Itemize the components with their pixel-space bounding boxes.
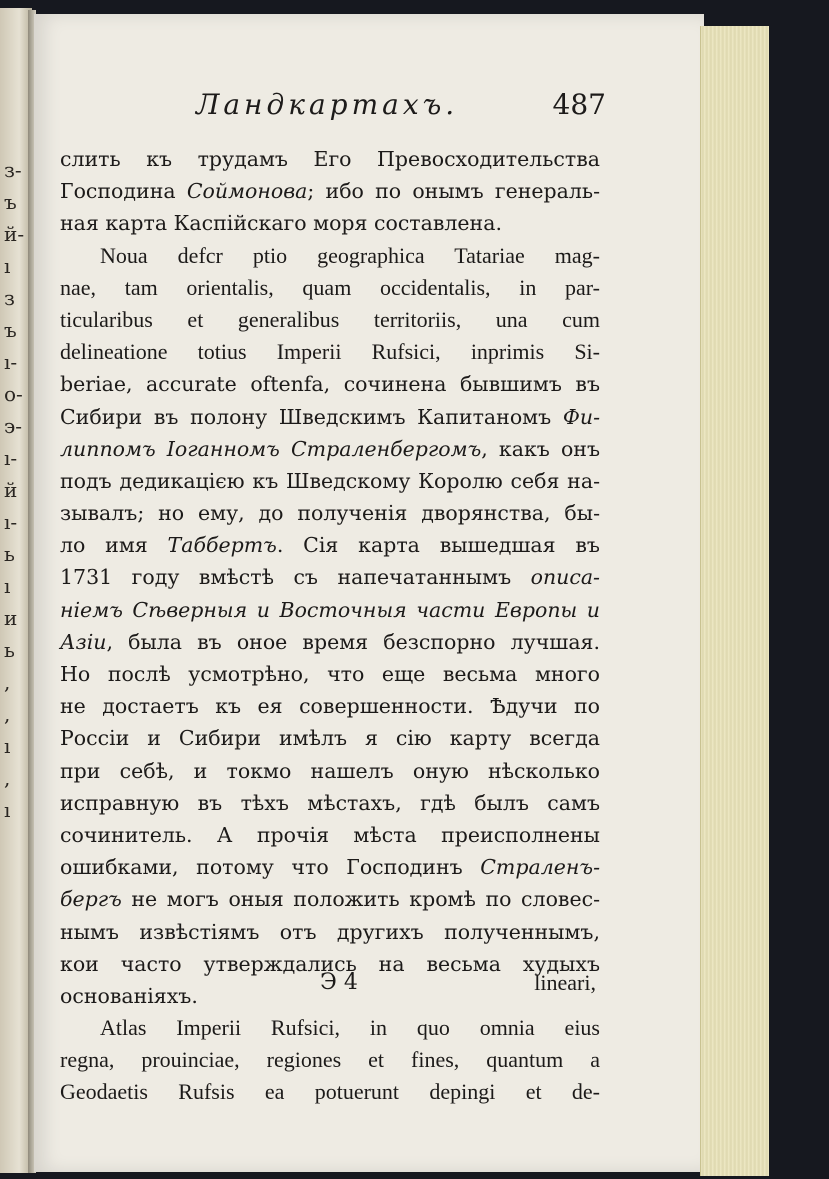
text-line-roman: исправную въ тѣхъ мѣстахъ, гдѣ былъ самъ bbox=[60, 790, 600, 815]
text-line bbox=[60, 529, 600, 561]
text-line-roman: нымъ извѣстіямъ отъ другихъ полученнымъ, bbox=[60, 919, 600, 944]
text-line-roman: Сибири въ полону Шведскимъ Капитаномъ bbox=[60, 404, 563, 429]
text-line-roman: Господина bbox=[60, 179, 187, 204]
text-line-italic: Фи- bbox=[562, 404, 600, 429]
text-line bbox=[60, 497, 600, 529]
text-line bbox=[60, 143, 600, 175]
text-line-italic: Страленъ- bbox=[480, 855, 600, 880]
text-line bbox=[60, 561, 600, 593]
text-line-roman: ticularibus et generalibus territoriis, una cum bbox=[60, 306, 600, 332]
text-line-roman: ; ибо по онымъ генераль- bbox=[307, 179, 600, 204]
text-line-roman: сочинитель. А прочія мѣста преисполнены bbox=[60, 822, 600, 847]
text-line-roman: ная карта Каспійскаго моря составлена. bbox=[60, 211, 502, 236]
text-line bbox=[60, 594, 600, 626]
facing-page-fragment: и bbox=[4, 606, 18, 630]
text-line-roman: Geodaetis Rufsis ea potuerunt depingi et de- bbox=[60, 1079, 600, 1105]
text-line-roman: . Сія карта вышедшая въ bbox=[276, 533, 600, 558]
facing-page-fragment: о- bbox=[4, 382, 23, 406]
text-line bbox=[60, 368, 600, 400]
catchword: lineari, bbox=[534, 970, 596, 995]
facing-page-fragment: й- bbox=[4, 222, 25, 246]
facing-page-fragment: ь bbox=[4, 638, 15, 662]
text-line bbox=[60, 755, 600, 787]
text-line-roman: beriae, accurate oftenfa, сочинена бывшимъ въ bbox=[60, 372, 600, 397]
text-line-roman: основаніяхъ. bbox=[60, 983, 198, 1008]
text-line-roman: Но послѣ усмотрѣно, что еще весьма много bbox=[60, 662, 600, 686]
text-line bbox=[60, 240, 600, 272]
text-line bbox=[60, 722, 600, 754]
facing-page-fragment: ı bbox=[4, 798, 11, 822]
text-line bbox=[60, 819, 600, 851]
text-line-italic: ніемъ Сѣверныя и Восточныя части Европы и bbox=[60, 597, 600, 622]
facing-page-fragment: ь bbox=[4, 542, 15, 566]
text-line bbox=[60, 433, 600, 465]
facing-page-fragment: ı bbox=[4, 734, 11, 758]
text-line-italic: Азіи bbox=[60, 629, 107, 654]
text-line-italic: Таббертъ bbox=[167, 533, 277, 558]
facing-page-fragment: й bbox=[4, 478, 18, 502]
text-line-roman: зывалъ; но ему, до полученія дворянства, бы- bbox=[60, 501, 600, 526]
text-line-roman: при себѣ, и токмо нашелъ оную нѣсколько bbox=[60, 758, 600, 783]
text-line bbox=[60, 1076, 600, 1108]
text-line-roman: слить къ трудамъ Его Превосходительства bbox=[60, 147, 600, 171]
text-line bbox=[60, 1012, 600, 1044]
page-number: 487 bbox=[552, 88, 606, 121]
text-line bbox=[60, 207, 600, 239]
text-line bbox=[60, 336, 600, 368]
text-line bbox=[60, 626, 600, 658]
page-header bbox=[196, 88, 606, 132]
text-line-roman: Atlas Imperii Rufsici, in quo omnia eius bbox=[100, 1015, 600, 1041]
text-line-roman: кои часто утверждались на весьма худыхъ bbox=[60, 951, 600, 976]
text-line-roman: delineatione totius Imperii Rufsici, inprimis Si- bbox=[60, 339, 600, 365]
facing-page-fragment: ı- bbox=[4, 510, 18, 534]
text-line-roman: , какъ онъ bbox=[481, 436, 600, 461]
text-line-roman: Россіи и Сибири имѣлъ я сію карту всегда bbox=[60, 726, 600, 751]
text-line bbox=[60, 916, 600, 948]
text-line bbox=[60, 1044, 600, 1076]
facing-page-fragment: , bbox=[4, 766, 11, 790]
text-line-roman: ошибками, потому что Господинъ bbox=[60, 855, 481, 880]
facing-page-fragment: , bbox=[4, 670, 11, 694]
text-line-roman: 1731 году вмѣстѣ съ напечатаннымъ bbox=[60, 565, 531, 590]
text-line bbox=[60, 465, 600, 497]
facing-page-fragment: ı- bbox=[4, 446, 18, 470]
text-line bbox=[60, 658, 600, 690]
facing-page-fragment: ı- bbox=[4, 350, 18, 374]
text-line-italic: Соймонова bbox=[186, 179, 308, 204]
text-line-roman: regna, prouinciae, regiones et fines, quantum a bbox=[60, 1047, 600, 1073]
text-line bbox=[60, 304, 600, 336]
text-line bbox=[60, 851, 600, 883]
text-line bbox=[60, 401, 600, 433]
text-line bbox=[60, 883, 600, 915]
signature-mark: Э 4 bbox=[320, 970, 358, 995]
text-line-roman: Noua defcr ptio geographica Tatariae mag- bbox=[100, 242, 600, 268]
text-line-italic: бергъ bbox=[60, 887, 122, 912]
text-line bbox=[60, 272, 600, 304]
text-line-roman: , была въ оное время безспорно лучшая. bbox=[106, 629, 600, 654]
running-head: Ландкартахъ. bbox=[196, 88, 459, 121]
body-text bbox=[60, 143, 600, 1109]
facing-page-fragment: ъ bbox=[4, 190, 17, 214]
facing-page-fragment: ı bbox=[4, 254, 11, 278]
text-line-roman: подъ дедикацією къ Шведскому Королю себя на- bbox=[60, 468, 600, 493]
text-line bbox=[60, 175, 600, 207]
facing-page-fragment: з- bbox=[4, 158, 22, 182]
facing-page-fragment: з bbox=[4, 286, 15, 310]
text-line-roman: не достаетъ къ ея совершенности. Ѣдучи по bbox=[60, 694, 600, 719]
facing-page-fragment: , bbox=[4, 702, 11, 726]
text-line-roman: ло имя bbox=[60, 533, 168, 558]
facing-page-fragment: э- bbox=[4, 414, 22, 438]
facing-page-fragment: ъ bbox=[4, 318, 17, 342]
text-line bbox=[60, 690, 600, 722]
page-footer bbox=[300, 970, 600, 1004]
text-line-roman: nae, tam orientalis, quam occidentalis, in par- bbox=[60, 274, 600, 300]
facing-page-fragment: ı bbox=[4, 574, 11, 598]
text-line-italic: описа- bbox=[530, 565, 600, 590]
text-line bbox=[60, 787, 600, 819]
text-line-italic: липпомъ Іоганномъ Страленбергомъ bbox=[60, 436, 482, 461]
page-edges bbox=[700, 26, 769, 1176]
text-line-roman: не могъ оныя положить кромѣ по словес- bbox=[121, 887, 600, 912]
